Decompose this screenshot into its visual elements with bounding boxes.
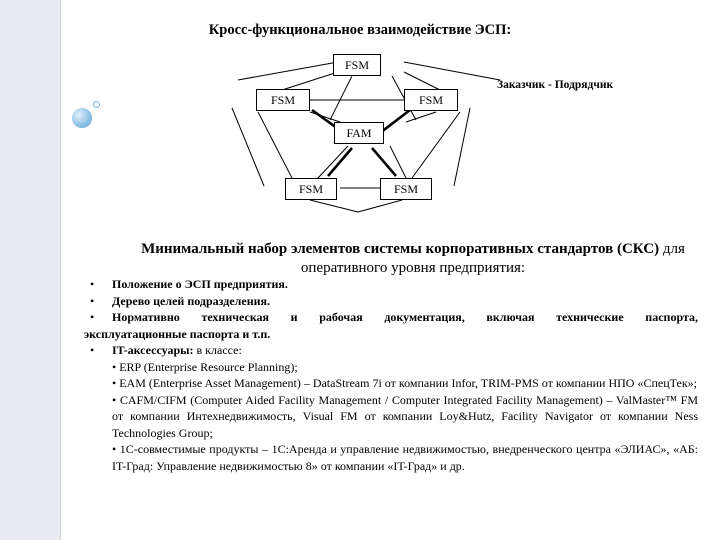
fam-node-center: FAM <box>334 122 384 144</box>
bullet: • <box>90 277 95 291</box>
fsm-node-bottom-left: FSM <box>285 178 337 200</box>
section-heading <box>118 240 708 278</box>
page-title: Кросс-функциональное взаимодействие ЭСП: <box>208 22 512 38</box>
heading-rest: для оперативного уровня предприятия: <box>300 241 685 276</box>
item-text: Положение о ЭСП предприятия. <box>112 277 288 291</box>
list-item <box>84 309 698 342</box>
fsm-node-bottom-right: FSM <box>380 178 432 200</box>
fsm-node-left: FSM <box>256 89 310 111</box>
item-rest: в классе: <box>193 343 242 357</box>
requirements-list <box>84 276 698 474</box>
fsm-node-right: FSM <box>404 89 458 111</box>
item-text: IT-аксессуары: <box>112 343 194 357</box>
bullet: • <box>90 343 95 357</box>
list-item <box>90 293 698 310</box>
heading-bold: Минимальный набор элементов системы корпоративных стандартов (СКС) <box>141 241 660 257</box>
item-continuation: эксплуатационные паспорта и т.п. <box>84 326 271 341</box>
list-item <box>90 276 698 293</box>
item-text: Дерево целей подразделения. <box>112 293 271 308</box>
item-text: Нормативно техническая и рабочая документация, включая технические паспорта, <box>112 310 698 324</box>
fsm-node-top: FSM <box>333 54 381 76</box>
sub-item-erp: • ERP (Enterprise Resource Planning); <box>112 359 298 374</box>
sub-item-eam: • EAM (Enterprise Asset Management) – DataStream 7i от компании Infor, TRIM-PMS от компании НПО «СпецТек»; <box>112 376 698 390</box>
sub-item-1c: • 1С-совместимые продукты – 1С:Аренда и управление недвижимостью, внедренческого центра «ЭЛИАС», «АБ: IT-Град: Управление недвижимостью 8» от компании «IT-Град» и др. <box>112 442 698 473</box>
bullet: • <box>90 293 95 308</box>
relation-label: Заказчик - Подрядчик <box>497 79 614 91</box>
list-item <box>90 342 698 359</box>
sub-item-cafm: • CAFM/CIFM (Computer Aided Facility Management / Computer Integrated Facility Management) – ValMaster™ FM от компании Интехнедвижимость, Visual FM от компании Loy&Hutz, Facility Navigator от компании Ness Technologies Group; <box>112 392 698 440</box>
bullet: • <box>90 310 95 324</box>
